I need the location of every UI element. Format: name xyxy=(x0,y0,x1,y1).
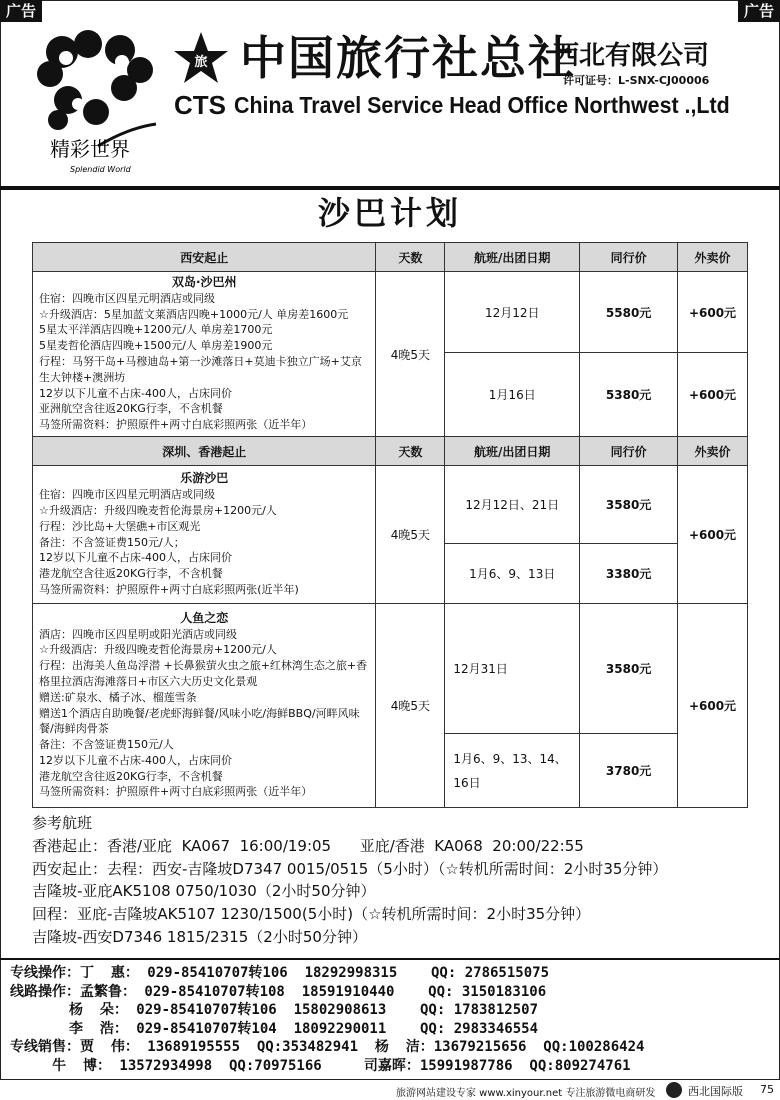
page-footer xyxy=(0,1080,780,1100)
reference-heading: 参考航班 xyxy=(32,814,93,832)
license-number: 许可证号：L-SNX-CJ00006 xyxy=(563,74,710,87)
desc-line: 行程：沙比岛+大堡礁+市区观光 xyxy=(39,519,201,533)
flight-line: 香港起止：香港/亚庇 KA067 16:00/19:05 亚庇/香港 KA068 20:00/22:55 xyxy=(32,836,584,855)
svg-text:旅: 旅 xyxy=(194,55,208,70)
date-cell: 12月31日 xyxy=(445,604,580,734)
contact-list xyxy=(10,964,780,1075)
desc-line: 亚洲航空含往返20KG行李，不含机餐 xyxy=(39,402,223,416)
trade-price-cell: 5380元 xyxy=(580,353,678,437)
trade-price-cell: 3580元 xyxy=(580,604,678,734)
desc-line: 行程：马努干岛+马穆迪岛+第一沙滩落日+莫迪卡独立广场+艾京生大钟楼+澳洲坊 xyxy=(39,355,362,384)
trade-price-cell: 3380元 xyxy=(580,544,678,604)
desc-line: 5星太平洋酒店四晚+1200元/人 单房差1700元 xyxy=(39,323,273,337)
header-cell: 深圳、香港起止 xyxy=(33,437,376,466)
flight-line: 西安起止：去程：西安-吉隆坡D7347 0015/0515（5小时）（☆转机所需时间：2小时35分钟） xyxy=(32,859,668,878)
contact-line: 线路操作：孟繁鲁： 029-85410707转108 18591910440 QQ: 3150183106 xyxy=(10,983,547,1000)
header-cell: 外卖价 xyxy=(678,243,748,272)
desc-line: 赠送1个酒店自助晚餐/老虎虾海鲜餐/风味小吃/海鲜BBQ/河畔风味餐/海鲜肉骨茶 xyxy=(39,706,360,736)
desc-line: 赠送:矿泉水、橘子冰、榴莲雪条 xyxy=(39,690,197,704)
desc-line: 港龙航空含往返20KG行李，不含机餐 xyxy=(39,769,223,783)
brand-logo-icon xyxy=(666,1082,682,1098)
flight-line: 吉隆坡-亚庇AK5108 0750/1030（2小时50分钟） xyxy=(32,882,376,901)
date-cell: 12月12日、21日 xyxy=(445,466,580,544)
days-cell: 4晚5天 xyxy=(376,466,445,604)
product-name: 双岛·沙巴州 xyxy=(171,275,237,290)
svg-text:精彩世界: 精彩世界 xyxy=(50,137,130,161)
company-name-en: China Travel Service Head Office Northwest .,Ltd xyxy=(234,92,730,118)
header-cell: 航班/出团日期 xyxy=(445,437,580,466)
retail-price-cell: +600元 xyxy=(678,604,748,808)
desc-line: 12岁以下儿童不占床-400人，占床同价 xyxy=(39,551,232,565)
svg-text:Splendid World: Splendid World xyxy=(70,165,131,174)
header-cell: 航班/出团日期 xyxy=(445,243,580,272)
desc-line: 马签所需资料：护照原件+两寸白底彩照两张（近半年） xyxy=(39,418,313,432)
table-row xyxy=(33,604,748,734)
desc-line: 住宿：四晚市区四星元明酒店或同级 xyxy=(39,488,215,502)
header-cell: 天数 xyxy=(376,437,445,466)
days-cell: 4晚5天 xyxy=(376,272,445,437)
desc-line: 12岁以下儿童不占床-400人，占床同价 xyxy=(39,386,232,400)
cts-mark: CTS xyxy=(174,90,226,120)
retail-price-cell: +600元 xyxy=(678,466,748,604)
date-cell: 1月6、9、13日 xyxy=(445,544,580,604)
header-cell: 外卖价 xyxy=(678,437,748,466)
trade-price-cell: 5580元 xyxy=(580,272,678,353)
header-cell: 天数 xyxy=(376,243,445,272)
ad-tag-right: 广告 xyxy=(738,0,780,22)
desc-line: 备注：不含签证费150元/人； xyxy=(39,535,185,549)
flight-line: 回程：亚庇-吉隆坡AK5107 1230/1500(5小时)（☆转机所需时间：2小时35分钟） xyxy=(32,905,591,924)
desc-line: 马签所需资料：护照原件+两寸白底彩照两张（近半年） xyxy=(39,785,313,799)
retail-price-cell: +600元 xyxy=(678,353,748,437)
product-description xyxy=(33,272,376,437)
desc-line: 备注：不含签证费150元/人 xyxy=(39,738,174,752)
page-title: 沙巴计划 xyxy=(317,194,462,232)
product-description xyxy=(33,466,376,604)
retail-price-cell: +600元 xyxy=(678,272,748,353)
desc-line: 马签所需资料：护照原件+两寸白底彩照两张(近半年) xyxy=(39,582,299,596)
trade-price-cell: 3580元 xyxy=(580,466,678,544)
desc-line: 行程：出海美人鱼岛浮潜 +长鼻猴萤火虫之旅+红林湾生态之旅+香格里拉酒店海滩落日+市区六大历史文化景观 xyxy=(39,659,368,688)
company-name-cn: 中国旅行社总社 xyxy=(240,31,576,85)
company-header xyxy=(0,22,780,186)
table-header-row xyxy=(33,437,748,466)
header-cell: 西安起止 xyxy=(33,243,376,272)
header-cell: 同行价 xyxy=(580,243,678,272)
product-description xyxy=(33,604,376,808)
product-name: 乐游沙巴 xyxy=(180,471,229,486)
contact-line: 专线销售：贾 伟： 13689195555 QQ:353482941 杨 洁：13679215656 QQ:100286424 xyxy=(10,1039,645,1055)
splendid-world-logo xyxy=(28,28,168,178)
page-number: 75 xyxy=(760,1083,774,1096)
footer-text: 旅游网站建设专家 www.xinyour.net 专注旅游微电商研发 xyxy=(396,1088,656,1099)
company-branch-cn: 西北有限公司 xyxy=(553,41,710,71)
desc-line: 12岁以下儿童不占床-400人，占床同价 xyxy=(39,753,232,767)
date-cell: 1月6、9、13、14、16日 xyxy=(445,734,580,808)
table-row xyxy=(33,466,748,544)
reference-flights xyxy=(32,812,772,949)
contact-line: 李 浩： 029-85410707转104 18092290011 QQ: 2983346554 xyxy=(10,1020,539,1037)
footer-brand: 西北国际版 xyxy=(688,1085,743,1098)
contact-line: 杨 朵： 029-85410707转106 15802908613 QQ: 1783812507 xyxy=(10,1002,539,1018)
contact-line: 牛 博： 13572934998 QQ:70975166 司嘉晖：15991987786 QQ:809274761 xyxy=(10,1057,631,1074)
date-cell: 12月12日 xyxy=(445,272,580,353)
desc-line: ☆升级酒店：升级四晚麦哲伦海景房+1200元/人 xyxy=(39,643,277,657)
contacts-divider xyxy=(0,958,780,960)
product-name: 人鱼之恋 xyxy=(180,610,229,625)
tour-price-table xyxy=(32,242,748,808)
desc-line: 5星麦哲伦酒店四晚+1500元/人 单房差1900元 xyxy=(39,339,273,353)
table-header-row xyxy=(33,243,748,272)
trade-price-cell: 3780元 xyxy=(580,734,678,808)
header-cell: 同行价 xyxy=(580,437,678,466)
contact-line: 专线操作：丁 惠： 029-85410707转106 18292998315 QQ: 2786515075 xyxy=(10,965,550,981)
cts-star-icon xyxy=(172,30,230,88)
desc-line: 港龙航空含往返20KG行李，不含机餐 xyxy=(39,567,223,581)
desc-line: ☆升级酒店：5星加蓝文莱酒店四晚+1000元/人 单房差1600元 xyxy=(39,307,349,321)
days-cell: 4晚5天 xyxy=(376,604,445,808)
flight-line: 吉隆坡-西安D7346 1815/2315（2小时50分钟） xyxy=(32,927,367,946)
table-row xyxy=(33,272,748,353)
date-cell: 1月16日 xyxy=(445,353,580,437)
desc-line: ☆升级酒店：升级四晚麦哲伦海景房+1200元/人 xyxy=(39,503,277,517)
ad-tag-left: 广告 xyxy=(0,0,42,22)
desc-line: 住宿：四晚市区四星元明酒店或同级 xyxy=(39,291,215,305)
desc-line: 酒店：四晚市区四星明或阳光酒店或同级 xyxy=(39,627,237,641)
